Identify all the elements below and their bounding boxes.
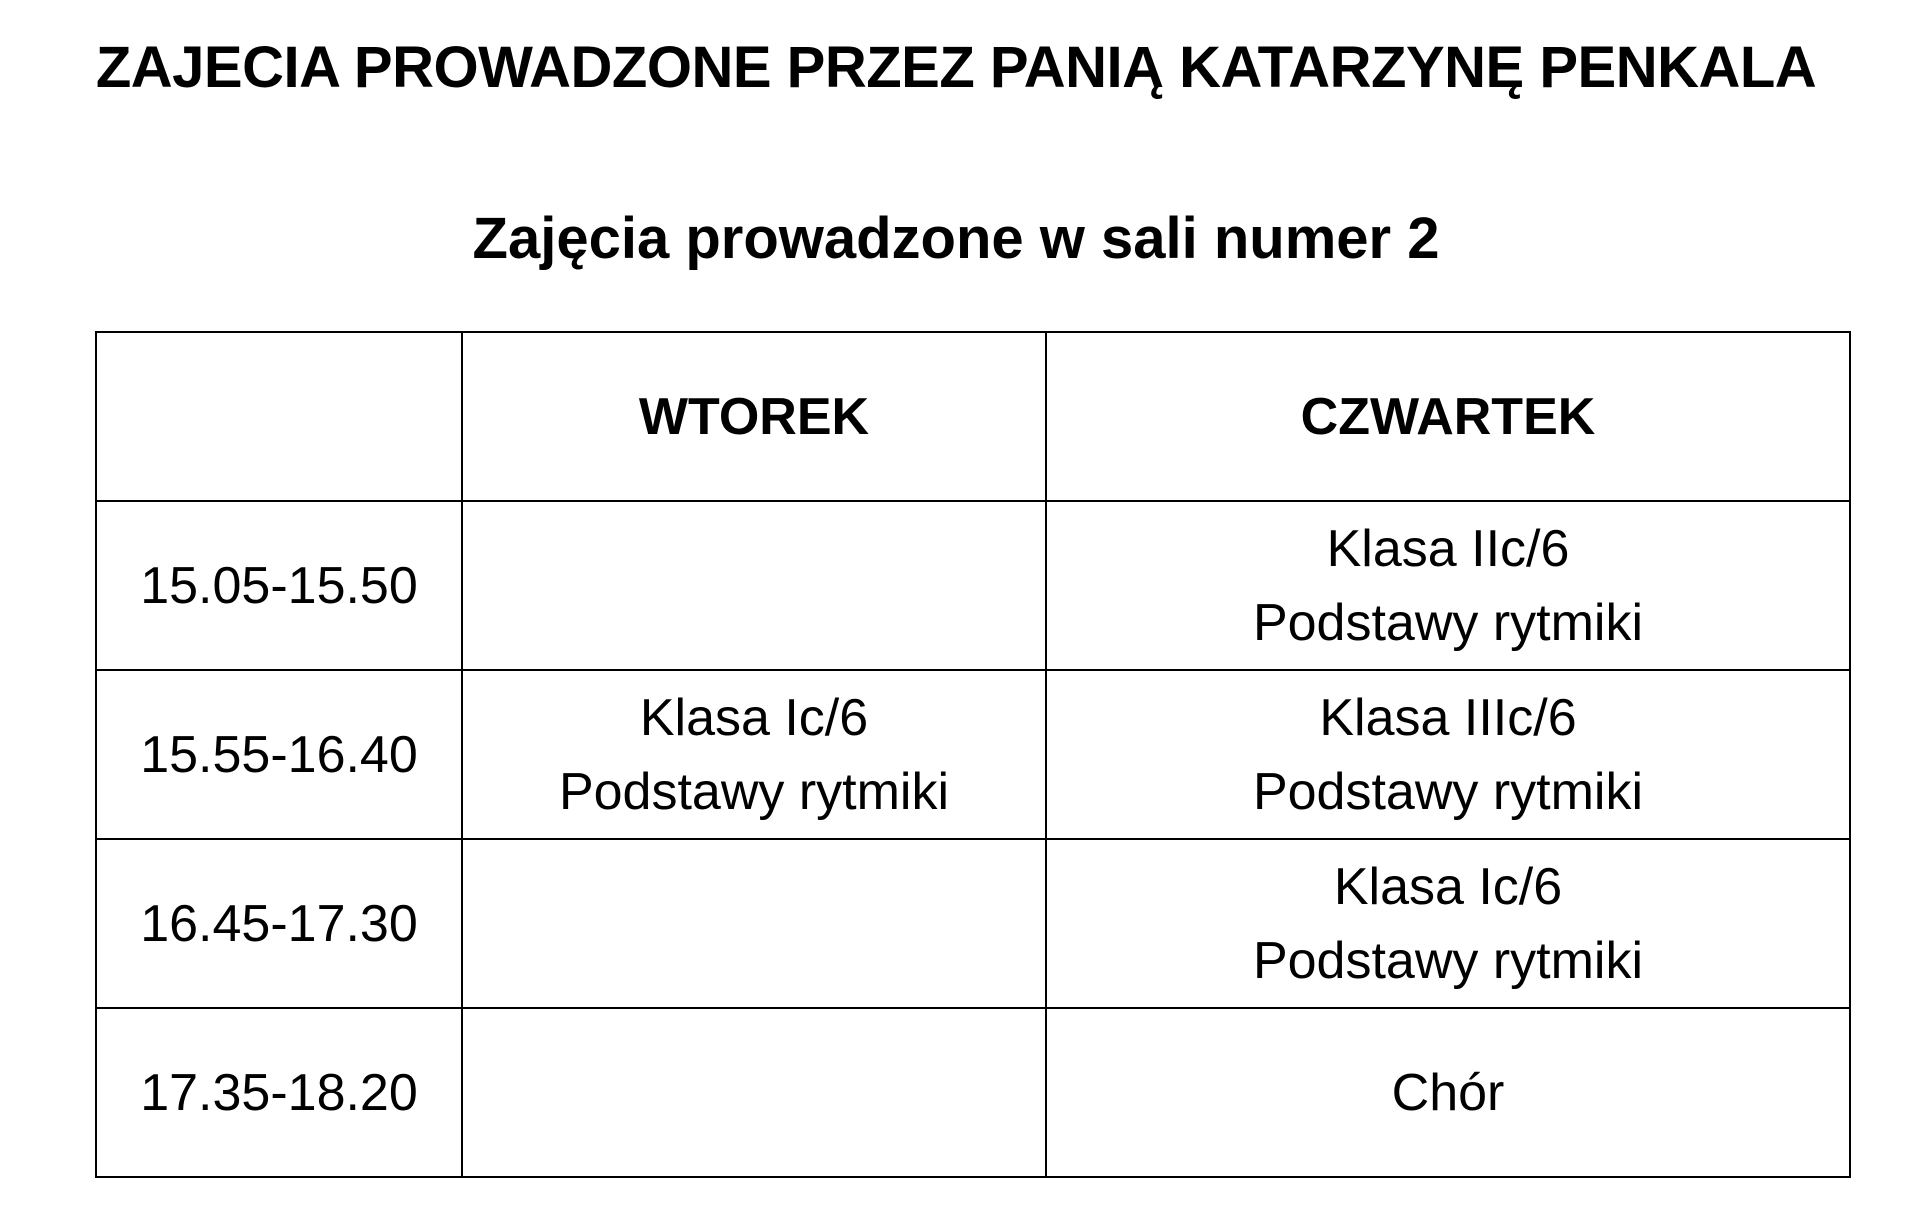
table-row [96, 1008, 1850, 1177]
time-cell: 15.55-16.40 [96, 670, 462, 839]
czwartek-cell [1046, 1008, 1850, 1177]
czwartek-cell [1046, 839, 1850, 1008]
schedule-table [95, 331, 1851, 1178]
table-row [96, 670, 1850, 839]
header-wtorek: WTOREK [462, 332, 1046, 501]
class-name: Klasa IIc/6 [1326, 519, 1570, 578]
class-name: Klasa Ic/6 [639, 688, 869, 747]
time-cell: 15.05-15.50 [96, 501, 462, 670]
wtorek-cell [462, 1008, 1046, 1177]
page-title: ZAJECIA PROWADZONE PRZEZ PANIĄ KATARZYNĘ PENKALA [95, 35, 1817, 100]
class-name: Chór [1391, 1063, 1505, 1122]
subject-name: Podstawy rytmiki [1252, 762, 1644, 821]
table-row [96, 839, 1850, 1008]
wtorek-cell [462, 670, 1046, 839]
time-cell: 16.45-17.30 [96, 839, 462, 1008]
subject-name: Podstawy rytmiki [558, 762, 950, 821]
header-time-cell [96, 332, 462, 501]
table-row [96, 501, 1850, 670]
class-name: Klasa Ic/6 [1333, 857, 1563, 916]
table-header-row [96, 332, 1850, 501]
czwartek-cell [1046, 501, 1850, 670]
wtorek-cell [462, 501, 1046, 670]
wtorek-cell [462, 839, 1046, 1008]
subject-name: Podstawy rytmiki [1252, 593, 1644, 652]
class-name: Klasa IIIc/6 [1319, 688, 1577, 747]
czwartek-cell [1046, 670, 1850, 839]
subject-name: Podstawy rytmiki [1252, 931, 1644, 990]
time-cell: 17.35-18.20 [96, 1008, 462, 1177]
page-subtitle: Zajęcia prowadzone w sali numer 2 [472, 206, 1440, 271]
header-czwartek: CZWARTEK [1046, 332, 1850, 501]
